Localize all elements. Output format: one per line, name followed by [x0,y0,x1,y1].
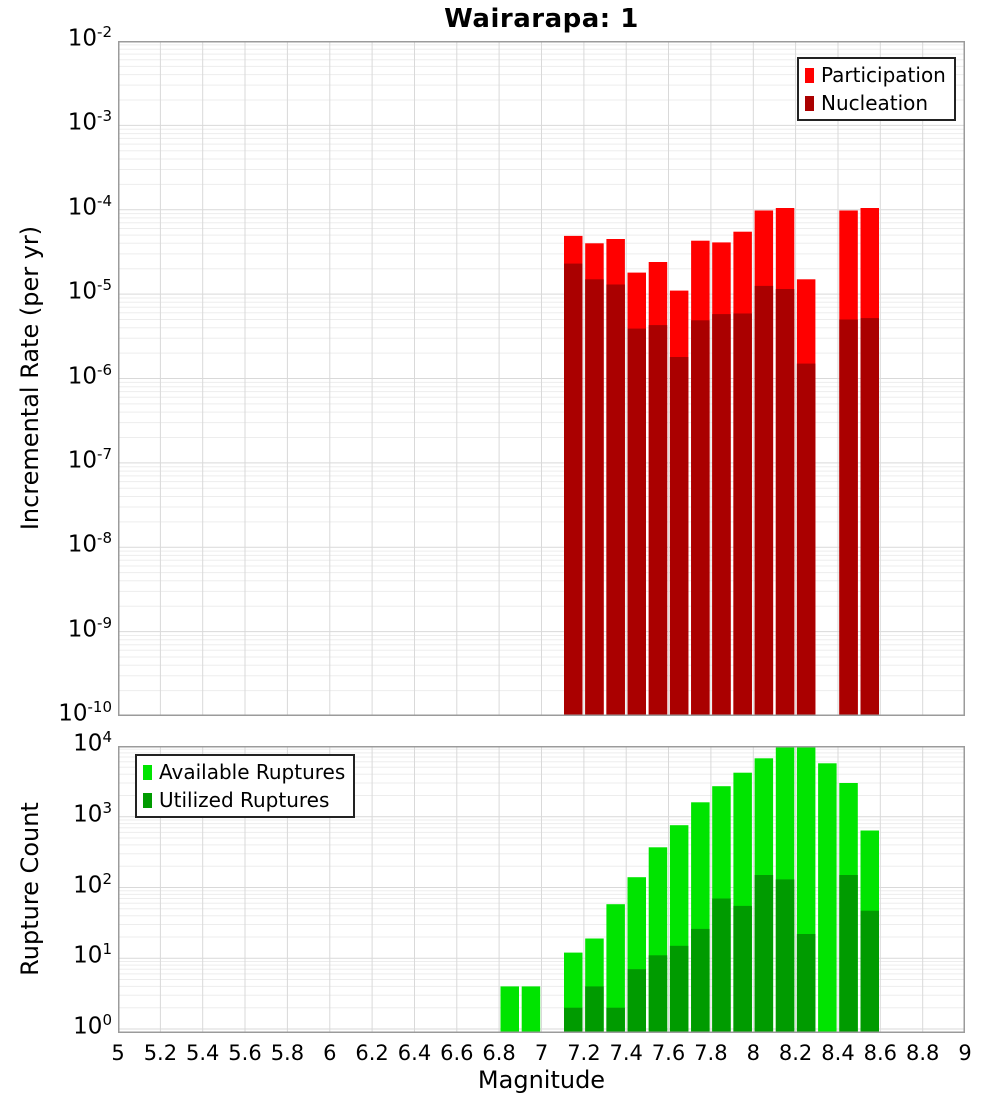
incremental-rate-plot-area [118,41,965,716]
x-tick-label: 7 [534,1041,549,1065]
nucleation-bar [839,320,858,717]
y-tick-label: $10^{-5}$ [67,276,112,305]
x-tick-label: 8.6 [863,1041,897,1065]
count-y-axis-title: Rupture Count [16,802,44,976]
x-tick-label: 7.4 [609,1041,643,1065]
x-tick-label: 5.8 [270,1041,305,1065]
available-ruptures-bar [818,763,837,1033]
x-axis-title: Magnitude [477,1066,606,1094]
y-tick-label: $10^2$ [73,869,112,899]
y-tick-label: $10^{-4}$ [67,191,112,221]
count-legend [135,754,355,818]
y-tick-label: $10^3$ [73,798,112,828]
nucleation-bar [585,279,604,716]
available-ruptures-legend-marker [143,765,152,780]
x-tick-label: 5.4 [185,1041,220,1065]
x-tick-label: 8 [746,1041,760,1065]
utilized-ruptures-bar [755,875,774,1033]
nucleation-bar [733,314,752,717]
available-ruptures-bar [501,986,520,1033]
nucleation-bar [776,289,795,716]
y-tick-label: $10^0$ [73,1011,112,1040]
utilized-ruptures-bar [670,946,689,1033]
utilized-ruptures-bar [733,906,752,1033]
x-tick-label: 5.6 [228,1041,262,1065]
y-tick-label: $10^{-8}$ [67,529,112,558]
nucleation-bar [797,364,816,716]
utilized-ruptures-legend-label: Utilized Ruptures [159,788,330,812]
x-tick-label: 5.2 [143,1041,178,1065]
rate-legend [797,57,956,121]
chart-title: Wairarapa: 1 [444,4,639,34]
participation-legend-marker [805,68,814,83]
legend-row-utilized-ruptures [143,787,345,813]
nucleation-bar [628,329,647,716]
utilized-ruptures-bar [606,1008,625,1033]
y-tick-label: $10^{-3}$ [67,107,112,137]
nucleation-bar [755,286,774,716]
x-tick-label: 6 [323,1041,337,1065]
nucleation-bar [606,285,625,717]
x-tick-label: 8.2 [778,1041,813,1065]
nucleation-bar [712,314,731,716]
utilized-ruptures-bar [839,875,858,1033]
y-tick-label: $10^4$ [73,728,112,757]
utilized-ruptures-bar [649,955,668,1033]
available-ruptures-legend-label: Available Ruptures [159,760,346,784]
y-tick-label: $10^{-7}$ [67,444,112,474]
nucleation-legend-marker [805,96,814,111]
utilized-ruptures-legend-marker [143,793,152,808]
utilized-ruptures-bar [628,969,647,1033]
x-tick-label: 6.2 [355,1041,389,1065]
nucleation-bar [649,325,668,716]
y-tick-label: $10^{-6}$ [67,360,112,390]
x-tick-label: 7.2 [567,1041,601,1065]
major-gridlines [118,41,965,716]
legend-row-nucleation [805,90,946,116]
x-tick-label: 6.6 [440,1041,474,1065]
legend-row-participation [805,62,946,88]
nucleation-bar [691,320,710,716]
x-tick-label: 6.4 [397,1041,432,1065]
participation-legend-label: Participation [821,63,946,87]
x-tick-label: 7.8 [694,1041,728,1065]
nucleation-bar [670,357,689,716]
available-ruptures-bar [522,986,541,1033]
utilized-ruptures-bar [585,986,604,1033]
utilized-ruptures-bar [712,899,731,1034]
x-tick-label: 7.6 [651,1041,686,1065]
nucleation-bar [861,318,880,716]
rate-y-axis-title: Incremental Rate (per yr) [16,225,44,531]
nucleation-bar [564,264,583,716]
utilized-ruptures-bar [691,929,710,1033]
y-tick-label: $10^1$ [73,940,112,969]
x-tick-label: 9 [958,1041,972,1065]
y-tick-label: $10^{-2}$ [67,23,112,52]
y-tick-label: $10^{-10}$ [58,698,112,727]
utilized-ruptures-bar [776,879,795,1033]
nucleation-legend-label: Nucleation [821,91,929,115]
x-tick-label: 5 [111,1041,125,1065]
x-tick-label: 6.8 [482,1041,516,1065]
utilized-ruptures-bar [797,934,816,1033]
utilized-ruptures-bar [861,911,880,1033]
x-tick-label: 8.4 [821,1041,855,1065]
x-tick-label: 8.8 [905,1041,940,1065]
utilized-ruptures-bar [564,1008,583,1033]
legend-row-available-ruptures [143,759,345,785]
y-tick-label: $10^{-9}$ [67,613,112,643]
